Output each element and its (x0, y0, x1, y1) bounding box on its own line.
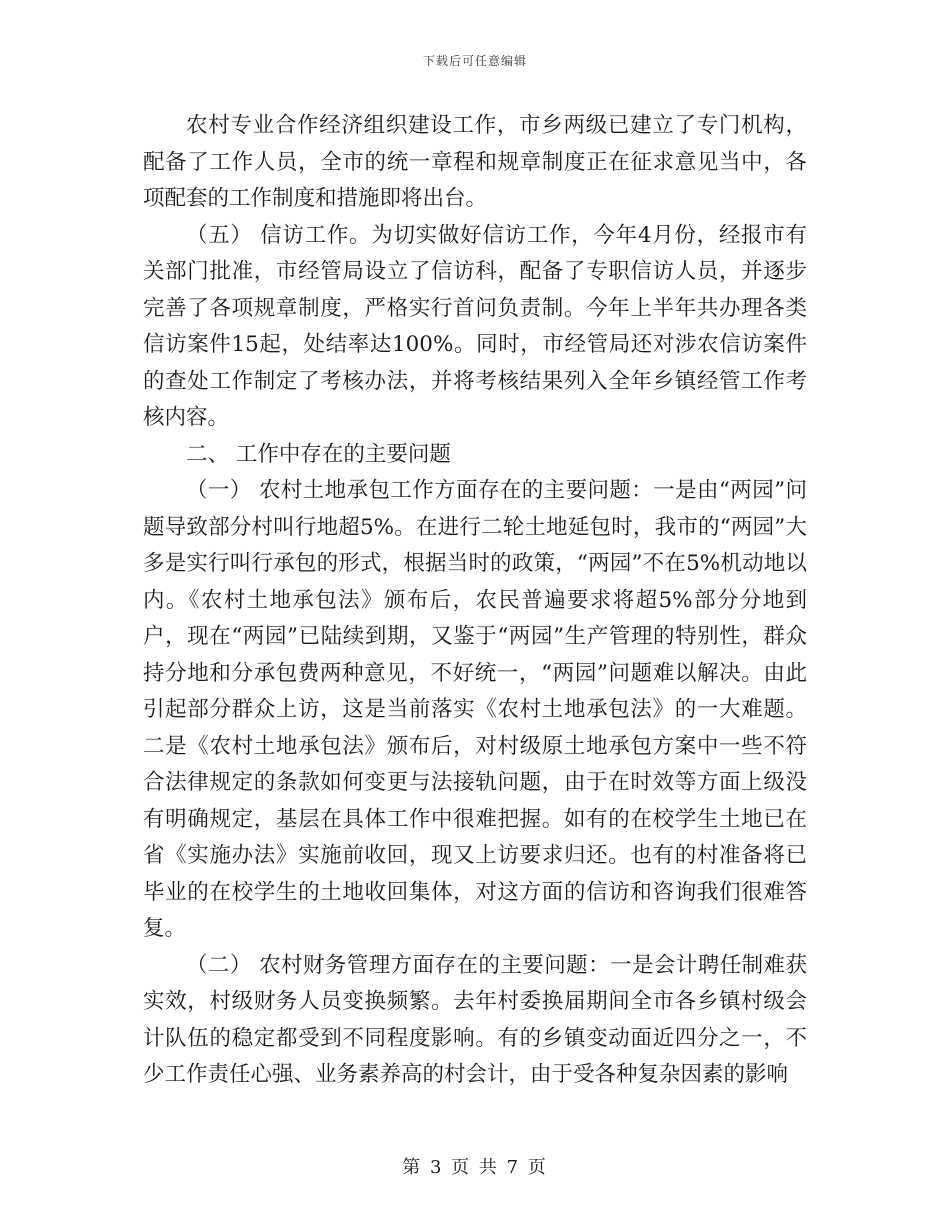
section-heading-main-problems: 二、 工作中存在的主要问题 (186, 441, 451, 467)
document-body (143, 108, 807, 1094)
page-header: 下载后可任意编辑 (422, 54, 527, 68)
paragraph-petition-work: （五） 信访工作。为切实做好信访工作，今年4月份，经报市有关部门批准，市经管局设立了信访科，配备了专职信访人员，并逐步完善了各项规章制度，严格实行首问负责制。今年上半年共办理各类信访案件15起，处结率达100%。同时，市经管局还对涉农信访案件的查处工作制定了考核办法，并将考核结果列入全年乡镇经管工作考核内容。 (143, 222, 807, 430)
paragraph-land-contract-problems: （一） 农村土地承包工作方面存在的主要问题：一是由“两园”问题导致部分村叫行地超5%。在进行二轮土地延包时，我市的“两园”大多是实行叫行承包的形式，根据当时的政策，“两园”不在5%机动地以内。《农村土地承包法》颁布后，农民普遍要求将超5%部分分地到户，现在“两园”已陆续到期，又鉴于“两园”生产管理的特别性，群众持分地和分承包费两种意见，不好统一，“两园”问题难以解决。由此引起部分群众上访，这是当前落实《农村土地承包法》的一大难题。二是《农村土地承包法》颁布后，对村级原土地承包方案中一些不符合法律规定的条款如何变更与法接轨问题，由于在时效等方面上级没有明确规定，基层在具体工作中很难把握。如有的在校学生土地已在省《实施办法》实施前收回，现又上访要求归还。也有的村准备将已毕业的在校学生的土地收回集体，对这方面的信访和咨询我们很难答复。 (143, 478, 807, 941)
page-footer: 第 3 页 共 7 页 (402, 1157, 548, 1178)
paragraph-cooperative-organizations: 农村专业合作经济组织建设工作，市乡两级已建立了专门机构，配备了工作人员，全市的统一章程和规章制度正在征求意见当中，各项配套的工作制度和措施即将出台。 (143, 113, 807, 211)
paragraph-finance-management-problems: （二） 农村财务管理方面存在的主要问题：一是会计聘任制难获实效，村级财务人员变换频繁。去年村委换届期间全市各乡镇村级会计队伍的稳定都受到不同程度影响。有的乡镇变动面近四分之一，不少工作责任心强、业务素养高的村会计，由于受各种复杂因素的影响 (143, 952, 807, 1087)
